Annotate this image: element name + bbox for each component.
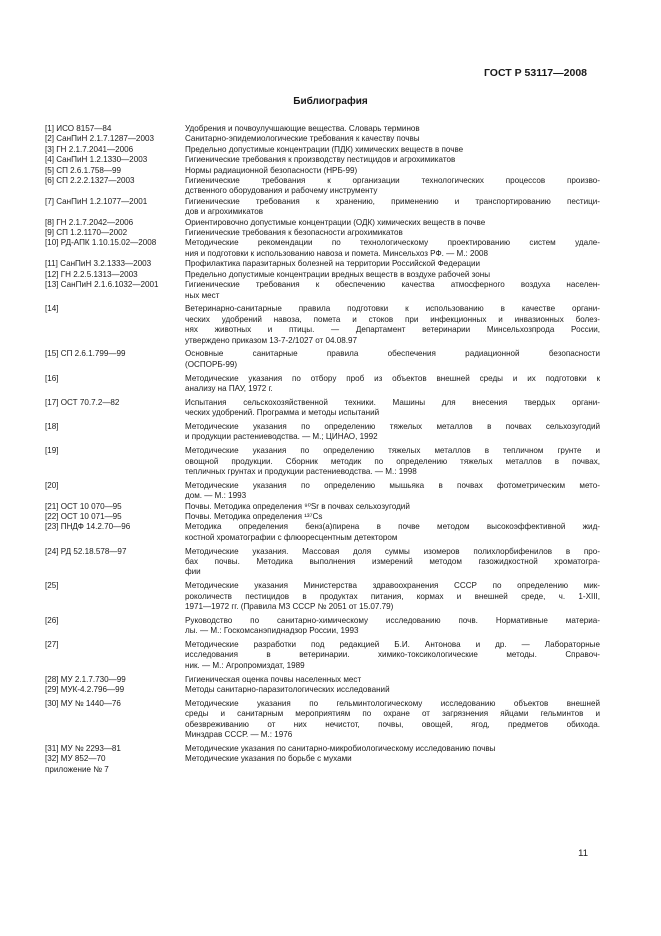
entry-reference: [20] (45, 480, 59, 490)
entry-description (185, 304, 600, 346)
entry-description (185, 124, 600, 134)
entry-reference: [10] РД-АПК 1.10.15.02—2008 (45, 238, 157, 248)
entry-description (185, 349, 600, 370)
entry-reference: [3] ГН 2.1.7.2041—2006 (45, 144, 134, 154)
entry-reference: [30] МУ № 1440—76 (45, 698, 121, 708)
entry-description (185, 502, 600, 512)
entry-reference: [29] МУК-4.2.796—99 (45, 685, 125, 694)
entry-reference: [13] СанПиН 2.1.6.1032—2001 (45, 280, 159, 290)
entry-reference: [9] СП 1.2.1170—2002 (45, 228, 128, 238)
entry-line: Методические указания по определению тяжелых металлов в почвах сельхозугодий (185, 421, 600, 431)
entry-line: нях животных и птицы. — Департамент ветеринарии Минсельхозпрода России, (185, 325, 600, 335)
entry-line: (ОСПОРБ-99) (185, 359, 238, 369)
entry-line: Предельно допустимые концентрации вредных веществ в воздухе рабочей зоны (185, 269, 491, 279)
entry-description (185, 197, 600, 218)
entry-line: Ветеринарно-санитарные правила подготовки к использованию в качестве органи- (185, 304, 600, 314)
bibliography-entry (45, 522, 600, 543)
entry-reference: [31] МУ № 2293—81 (45, 743, 121, 753)
entry-description (185, 280, 600, 301)
entry-reference: [21] ОСТ 10 070—95 (45, 501, 122, 511)
entry-line: 1971—1972 гг. (Правила МЗ СССР № 2051 от 15.07.79) (185, 601, 394, 611)
entry-line: Нормы радиационной безопасности (НРБ-99) (185, 165, 358, 175)
entry-description (185, 616, 600, 637)
entry-reference: [15] СП 2.6.1.799—99 (45, 349, 126, 359)
bibliography-entry (45, 176, 600, 197)
entry-description (185, 374, 600, 395)
bibliography-entry (45, 166, 600, 176)
entry-line: Основные санитарные правила обеспечения радиационной безопасности (185, 349, 600, 359)
entry-line: Методические указания по определению мышьяка в почвах фотометрическим мето- (185, 480, 600, 490)
entry-line: дов и агрохимикатов (185, 207, 264, 217)
bibliography-entry (45, 155, 600, 165)
entry-reference: [18] (45, 421, 59, 431)
entry-line: Методические указания. Массовая доля суммы изомеров полихлорбифенилов в про- (185, 546, 600, 556)
bibliography-list (45, 124, 600, 775)
entry-description (185, 675, 600, 685)
entry-line: фии (185, 567, 201, 577)
entry-line: исследования в ветеринарии. химико-токсикологические методы. Справоч- (185, 650, 600, 660)
bibliography-entry (45, 502, 600, 512)
entry-line: Испытания сельскохозяйственной техники. Машины для внесения твердых органи- (185, 397, 600, 407)
entry-description (185, 699, 600, 741)
entry-description (185, 228, 600, 238)
entry-line: Методические разработки под редакцией Б.И. Антонова и др. — Лабораторные (185, 639, 600, 649)
entry-reference: [28] МУ 2.1.7.730—99 (45, 674, 126, 684)
entry-line: Методические указания по отбору проб из объектов внешней среды и их подготовки к (185, 373, 600, 383)
entry-reference: [26] (45, 615, 59, 625)
entry-line: Удобрения и почвоулучшающие вещества. Словарь терминов (185, 124, 420, 133)
bibliography-entry (45, 616, 600, 637)
bibliography-entry (45, 134, 600, 144)
entry-line: Методические указания по борьбе с мухами (185, 754, 352, 764)
entry-line: ческих удобрений навоза, помета и стоков при инфекционных и инвазионных болез- (185, 314, 600, 324)
entry-line: Ориентировочно допустимые концентрации (ОДК) химических веществ в почве (185, 217, 486, 227)
entry-reference: [23] ПНДФ 14.2.70—96 (45, 522, 131, 532)
bibliography-entry (45, 218, 600, 228)
entry-reference: [27] (45, 639, 59, 649)
entry-line: ник. — М.: Агропромиздат, 1989 (185, 660, 305, 670)
bibliography-entry (45, 304, 600, 346)
entry-line: Почвы. Методика определения ¹³⁷Cs (185, 511, 323, 521)
bibliography-entry (45, 699, 600, 741)
bibliography-entry (45, 238, 600, 259)
entry-reference: [14] (45, 304, 59, 314)
entry-line: ных мест (185, 290, 220, 300)
bibliography-entry (45, 374, 600, 395)
bibliography-entry (45, 512, 600, 522)
entry-description (185, 134, 600, 144)
entry-line: Методические указания Министерства здравоохранения СССР по определению мик- (185, 581, 600, 591)
bibliography-entry (45, 446, 600, 477)
bibliography-entry (45, 754, 600, 764)
entry-description (185, 422, 600, 443)
entry-description (185, 238, 600, 259)
page-title: Библиография (293, 96, 368, 107)
entry-description (185, 218, 600, 228)
entry-description (185, 145, 600, 155)
entry-reference: [16] (45, 373, 59, 383)
bibliography-entry (45, 422, 600, 443)
bibliography-entry (45, 259, 600, 269)
entry-description (185, 754, 600, 764)
entry-line: Гигиенические требования к обеспечению качества атмосферного воздуха населен- (185, 280, 600, 290)
entry-line: Предельно допустимые концентрации (ПДК) химических веществ в почве (185, 144, 464, 154)
entry-line: тепличных грунтах и продукции растениеводства. — М.: 1998 (185, 466, 417, 476)
entry-reference: [5] СП 2.6.1.758—99 (45, 165, 122, 175)
entry-line: утверждено приказом 13-7-2/1027 от 04.08.97 (185, 335, 357, 345)
entry-description (185, 446, 600, 477)
entry-reference: [22] ОСТ 10 071—95 (45, 511, 122, 521)
entry-line: лы. — М.: Госкомсанэпиднадзор России, 1993 (185, 626, 359, 636)
entry-reference: [8] ГН 2.1.7.2042—2006 (45, 217, 134, 227)
entry-line: костной хроматографии с флюоресцентным детектором (185, 532, 398, 542)
bibliography-entry (45, 581, 600, 612)
entry-line: Минздрав СССР. — М.: 1976 (185, 730, 293, 740)
entry-reference: [4] СанПиН 1.2.1330—2003 (45, 155, 148, 165)
entry-line: Методические указания по определению тяжелых металлов в тепличном грунте и (185, 446, 600, 456)
entry-description (185, 166, 600, 176)
document-code: ГОСТ Р 53117—2008 (483, 67, 587, 79)
entry-reference: [11] СанПиН 3.2.1333—2003 (45, 259, 152, 269)
entry-line: Методика определения бенз(а)пирена в почве методом высокоэффективной жид- (185, 522, 600, 532)
appendix-note: приложение № 7 (45, 764, 109, 774)
entry-description (185, 398, 600, 419)
entry-line: среды и санитарным мероприятиям по охране от загрязнения яйцами гельминтов и (185, 709, 600, 719)
entry-line: Профилактика паразитарных болезней на территории Российской Федерации (185, 259, 481, 269)
entry-description (185, 522, 600, 543)
entry-line: обезвреживанию от них нечистот, почвы, овощей, ягод, предметов обихода. (185, 719, 600, 729)
entry-line: бах почвы. Методика выполнения измерений методом газожидкостной хроматогра- (185, 556, 600, 566)
entry-line: анализу на ПАУ, 1972 г. (185, 383, 273, 393)
entry-description (185, 512, 600, 522)
bibliography-entry (45, 547, 600, 578)
entry-reference: [12] ГН 2.2.5.1313—2003 (45, 269, 138, 279)
entry-line: Гигиенические требования к производству пестицидов и агрохимикатов (185, 155, 456, 165)
entry-description (185, 547, 600, 578)
entry-line: ния и подготовки к использованию навоза и помета. Минсельхоз РФ. — М.: 2008 (185, 248, 488, 258)
bibliography-entry (45, 481, 600, 502)
entry-description (185, 270, 600, 280)
entry-description (185, 640, 600, 671)
entry-reference: [7] СанПиН 1.2.1077—2001 (45, 196, 148, 206)
entry-line: и продукции растениеводства. — М.; ЦИНАО, 1992 (185, 432, 378, 442)
entry-line: дственного оборудования и рабочему инструменту (185, 186, 378, 196)
entry-line: овощной продукции. Сборник методик по определению тяжелых металлов в почвах, (185, 456, 600, 466)
bibliography-entry (45, 280, 600, 301)
bibliography-entry (45, 398, 600, 419)
entry-reference: [6] СП 2.2.2.1327—2003 (45, 176, 135, 186)
entry-line: дом. — М.: 1993 (185, 491, 247, 501)
entry-description (185, 744, 600, 754)
entry-line: Методические указания по санитарно-микробиологическому исследованию почвы (185, 743, 496, 753)
entry-line: Почвы. Методика определения ⁹⁰Sr в почвах сельхозугодий (185, 501, 410, 511)
entry-reference: [24] РД 52.18.578—97 (45, 546, 127, 556)
entry-description (185, 481, 600, 502)
entry-line: Санитарно-эпидемиологические требования к качеству почвы (185, 134, 420, 144)
entry-description (185, 259, 600, 269)
bibliography-entry (45, 675, 600, 685)
entry-reference: [25] (45, 581, 59, 591)
entry-line: Руководство по санитарно-химическому исследованию почв. Нормативные материа- (185, 615, 600, 625)
bibliography-entry (45, 270, 600, 280)
entry-description (185, 155, 600, 165)
entry-line: ческих удобрений. Программа и методы испытаний (185, 408, 380, 418)
bibliography-entry (45, 228, 600, 238)
bibliography-entry (45, 124, 600, 134)
entry-line: Методические указания по гельминтологическому исследованию объектов внешней (185, 698, 600, 708)
entry-description (185, 176, 600, 197)
entry-reference: [17] ОСТ 70.7.2—82 (45, 397, 120, 407)
entry-line: Гигиенические требования к хранению, применению и транспортированию пестици- (185, 196, 600, 206)
bibliography-entry (45, 349, 600, 370)
bibliography-entry (45, 197, 600, 218)
entry-description (185, 685, 600, 695)
entry-reference: [1] ИСО 8157—84 (45, 124, 112, 133)
entry-line: Гигиеническая оценка почвы населенных мест (185, 674, 362, 684)
bibliography-entry (45, 685, 600, 695)
entry-description (185, 581, 600, 612)
entry-line: Гигиенические требования к безопасности агрохимикатов (185, 228, 403, 238)
entry-line: Методические рекомендации по технологическому проектированию систем удале- (185, 238, 600, 248)
entry-line: Методы санитарно-паразитологических исследований (185, 685, 390, 694)
bibliography-entry (45, 744, 600, 754)
entry-reference: [32] МУ 852—70 (45, 754, 106, 764)
entry-line: роколичеств пестицидов в продуктах питания, кормах и внешней среде, ч. 1-XIII, (185, 591, 600, 601)
bibliography-entry (45, 640, 600, 671)
bibliography-entry (45, 145, 600, 155)
entry-reference: [19] (45, 446, 59, 456)
entry-reference: [2] СанПиН 2.1.7.1287—2003 (45, 134, 154, 144)
entry-line: Гигиенические требования к организации технологических процессов произво- (185, 176, 600, 186)
page-number: 11 (578, 848, 588, 859)
